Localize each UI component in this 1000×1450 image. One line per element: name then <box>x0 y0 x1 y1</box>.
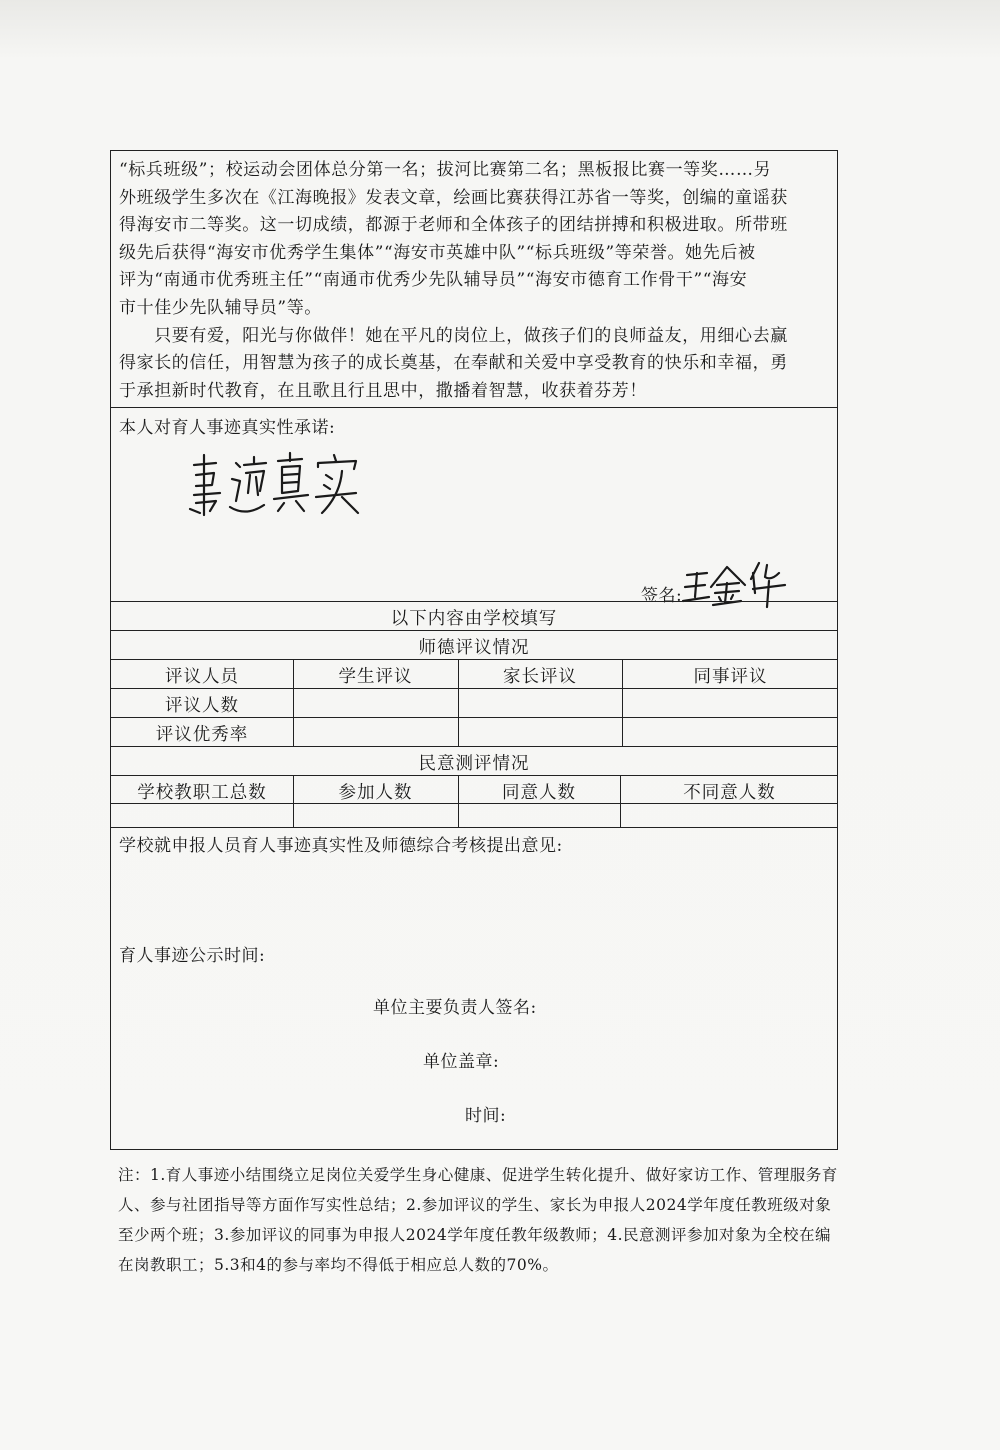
ethics-header: 评议人员 <box>165 667 239 687</box>
divider <box>111 827 837 828</box>
signature-label: 签名: <box>641 586 683 606</box>
school-section-header: 以下内容由学校填写 <box>390 609 558 629</box>
narrative-line: 只要有爱，阳光与你做伴！她在平凡的岗位上，做孩子们的良师益友，用细心去赢 <box>119 325 788 346</box>
ethics-row-label: 评议优秀率 <box>155 725 249 745</box>
divider <box>111 688 837 689</box>
leader-sign-label: 单位主要负责人签名: <box>373 998 537 1018</box>
column-divider <box>293 775 294 827</box>
narrative-line: 得家长的信任，用智慧为孩子的成长奠基，在奉献和关爱中享受教育的快乐和幸福，勇 <box>119 353 788 374</box>
seal-label: 单位盖章: <box>423 1052 500 1072</box>
divider <box>111 659 837 660</box>
divider <box>111 407 837 408</box>
poll-header: 同意人数 <box>502 783 576 803</box>
narrative-line: “标兵班级”；校运动会团体总分第一名；拔河比赛第二名；黑板报比赛一等奖……另 <box>119 160 772 180</box>
narrative-line: 市十佳少先队辅导员”等。 <box>119 297 322 318</box>
footnote: 注：1.育人事迹小结围绕立足岗位关爱学生身心健康、促进学生转化提升、做好家访工作、管理服务育人、参与社团指导等方面作写实性总结；2.参加评议的学生、家长为申报人2024学年度任教班级对象至少两个班；3.参加评议的同事为申报人2024学年度任教年级教师；4.民意测评参加对象为全校在编在岗教职工；5.3和4的参与率均不得低于相应总人数的70%。 <box>118 1166 838 1274</box>
divider <box>111 601 837 602</box>
commitment-label: 本人对育人事迹真实性承诺: <box>119 418 336 438</box>
column-divider <box>458 775 459 827</box>
column-divider <box>458 659 459 746</box>
divider <box>111 775 837 776</box>
ethics-header: 家长评议 <box>503 667 577 687</box>
ethics-row-label: 评议人数 <box>165 696 239 716</box>
column-divider <box>622 659 623 746</box>
ethics-header: 同事评议 <box>693 667 768 687</box>
time-label: 时间: <box>465 1106 507 1126</box>
ethics-title: 师德评议情况 <box>418 638 530 658</box>
column-divider <box>620 775 621 827</box>
divider <box>111 746 837 747</box>
column-divider <box>293 659 294 746</box>
form-table <box>110 150 838 1150</box>
poll-header: 学校教职工总数 <box>137 783 267 803</box>
divider <box>111 717 837 718</box>
narrative-line: 外班级学生多次在《江海晚报》发表文章，绘画比赛获得江苏省一等奖，创编的童谣获 <box>119 187 788 208</box>
narrative-line: 于承担新时代教育，在且歌且行且思中，撒播着智慧，收获着芬芳！ <box>119 380 647 401</box>
publicity-label: 育人事迹公示时间: <box>119 946 266 966</box>
opinion-label: 学校就申报人员育人事迹真实性及师德综合考核提出意见: <box>119 836 563 856</box>
narrative-line: 级先后获得“海安市优秀学生集体”“海安市英雄中队”“标兵班级”等荣誉。她先后被 <box>119 242 756 263</box>
narrative-text <box>119 157 831 405</box>
narrative-line: 评为“南通市优秀班主任”“南通市优秀少先队辅导员”“海安市德育工作骨干”“海安 <box>119 270 748 291</box>
narrative-line: 得海安市二等奖。这一切成绩，都源于老师和全体孩子的团结拼搏和积极进取。所带班 <box>119 215 788 236</box>
poll-title: 民意测评情况 <box>418 754 530 774</box>
ethics-header: 学生评议 <box>338 667 413 687</box>
poll-header: 不同意人数 <box>683 783 776 803</box>
poll-header: 参加人数 <box>338 783 413 803</box>
divider <box>111 630 837 631</box>
divider <box>111 803 837 804</box>
